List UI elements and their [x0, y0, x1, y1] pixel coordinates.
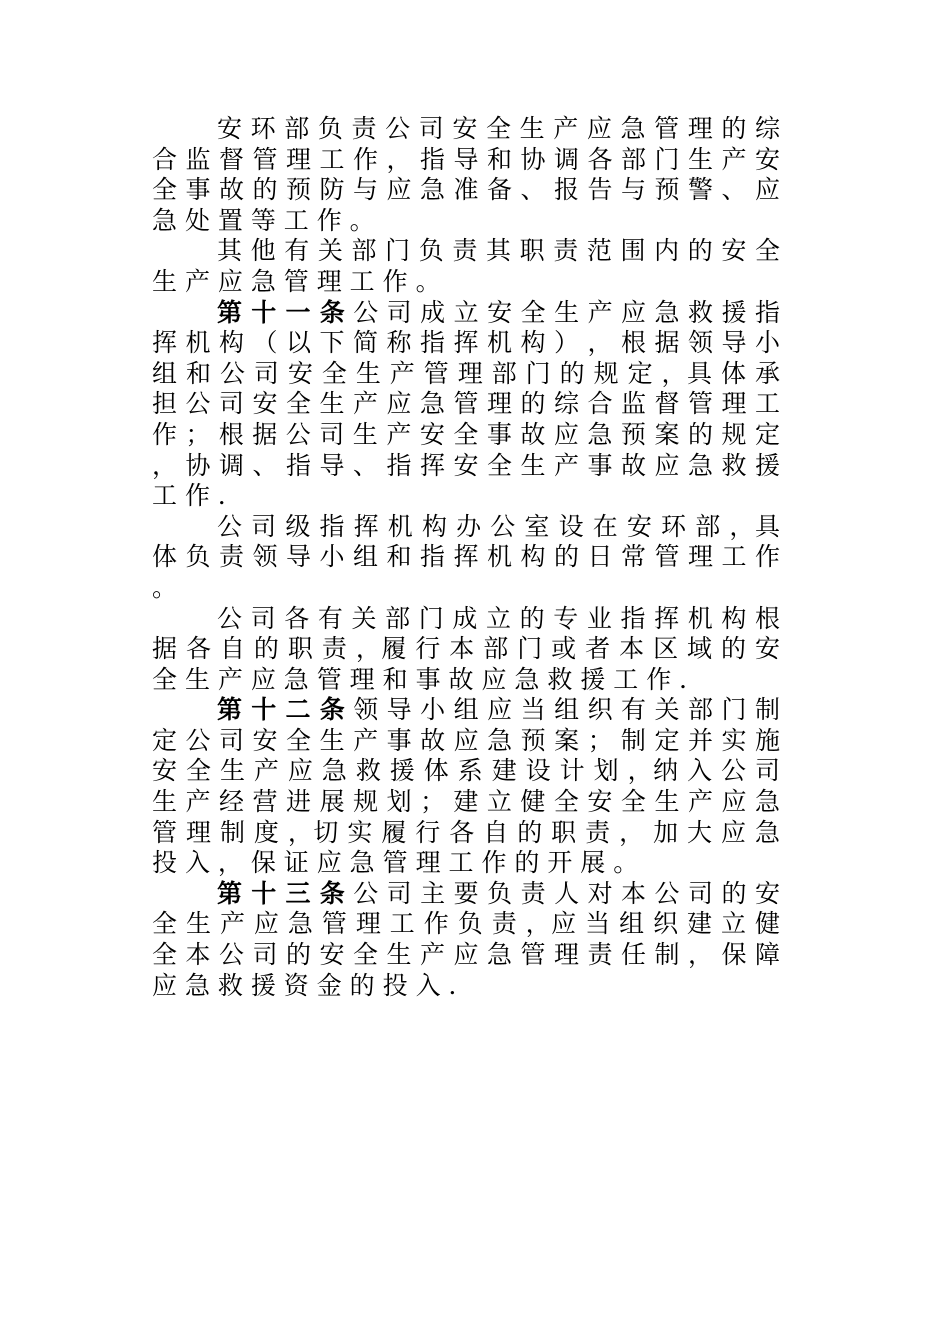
paragraph-other-dept-duties	[152, 236, 780, 297]
article-number: 第 十 三 条	[217, 878, 345, 908]
paragraph-text: 领 导 小 组 应 当 组 织 有 关 部 门 制 定 公 司 安 全 生 产 事 故 应 急 预 案 ； 制 定 并 实 施 安 全 生 产 应 急 救 援 体 系 建 设 计 划 ，纳 入 公 司 生 产 经 营 进 展 规 划 ； 建 立 健 全 安 全 生 产 应 急 管 理 制 度 ，切 实 履 行 各 自 的 职 责 ， 加 大 应 急 投 入 ， 保 证 应 急 管 理 工 作 的 开 展 。	[152, 695, 780, 878]
article-number: 第 十 一 条	[217, 297, 345, 327]
paragraph-text: 公 司 级 指 挥 机 构 办 公 室 设 在 安 环 部 ，具 体 负 责 领 导 小 组 和 指 挥 机 构 的 日 常 管 理 工 作 。	[152, 511, 780, 602]
paragraph-text: 公 司 各 有 关 部 门 成 立 的 专 业 指 挥 机 构 根 据 各 自 的 职 责 ，履 行 本 部 门 或 者 本 区 域 的 安 全 生 产 应 急 管 理 和 事 故 应 急 救 援 工 作 ．	[152, 603, 780, 694]
article-12	[152, 695, 780, 879]
document-body	[152, 114, 780, 1001]
paragraph-text: 公 司 成 立 安 全 生 产 应 急 救 援 指 挥 机 构 （ 以 下 简 称 指 挥 机 构 ） ， 根 据 领 导 小 组 和 公 司 安 全 生 产 管 理 部 门 的 规 定 ，具 体 承 担 公 司 安 全 生 产 应 急 管 理 的 综 合 监 督 管 理 工 作 ； 根 据 公 司 生 产 安 全 事 故 应 急 预 案 的 规 定 ， 协 调 、 指 导 、 指 挥 安 全 生 产 事 故 应 急 救 援 工 作 ．	[152, 297, 780, 511]
paragraph-professional-command	[152, 604, 780, 696]
paragraph-text: 公 司 主 要 负 责 人 对 本 公 司 的 安 全 生 产 应 急 管 理 工 作 负 责 ，应 当 组 织 建 立 健 全 本 公 司 的 安 全 生 产 应 急 管 理 责 任 制 ， 保 障 应 急 救 援 资 金 的 投 入 ．	[152, 878, 780, 1000]
article-13	[152, 879, 780, 1001]
paragraph-safety-dept-duties	[152, 114, 780, 236]
paragraph-text: 安 环 部 负 责 公 司 安 全 生 产 应 急 管 理 的 综 合 监 督 管 理 工 作 ， 指 导 和 协 调 各 部 门 生 产 安 全 事 故 的 预 防 与 应 急 准 备 、 报 告 与 预 警 、 应 急 处 置 等 工 作 。	[152, 114, 780, 235]
article-number: 第 十 二 条	[217, 695, 345, 725]
article-11	[152, 298, 780, 512]
paragraph-command-office	[152, 512, 780, 604]
paragraph-text: 其 他 有 关 部 门 负 责 其 职 责 范 围 内 的 安 全 生 产 应 急 管 理 工 作 。	[152, 236, 780, 296]
